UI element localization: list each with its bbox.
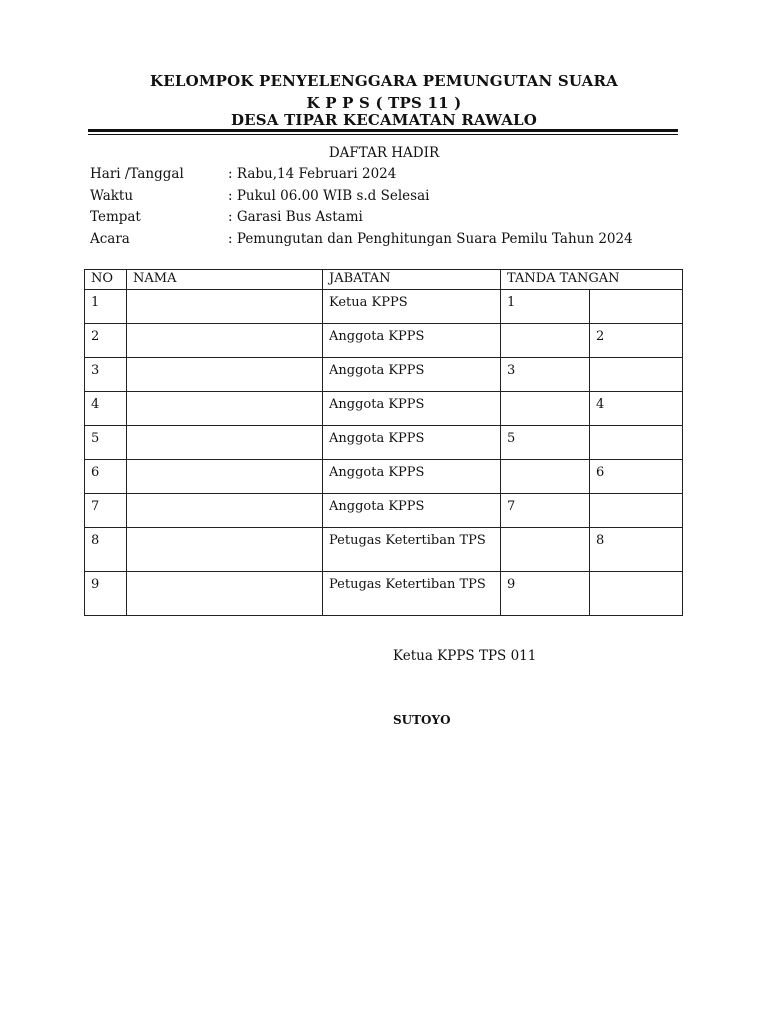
header-nama: NAMA xyxy=(127,270,323,290)
row-no: 3 xyxy=(85,358,127,392)
info-value-date: : Rabu,14 Februari 2024 xyxy=(228,166,397,182)
table-row xyxy=(85,290,683,324)
row-nama xyxy=(127,392,323,426)
row-nama xyxy=(127,494,323,528)
row-jabatan: Anggota KPPS xyxy=(323,426,501,460)
row-sign-left xyxy=(501,528,590,572)
row-sign-left xyxy=(501,460,590,494)
header-tanda-tangan: TANDA TANGAN xyxy=(501,270,683,290)
row-no: 5 xyxy=(85,426,127,460)
header-line-2: K P P S ( TPS 11 ) xyxy=(306,94,462,112)
info-value-time: : Pukul 06.00 WIB s.d Selesai xyxy=(228,188,430,204)
table-row xyxy=(85,494,683,528)
row-sign-left: 9 xyxy=(501,572,590,616)
row-jabatan: Ketua KPPS xyxy=(323,290,501,324)
row-nama xyxy=(127,358,323,392)
info-value-place: : Garasi Bus Astami xyxy=(228,209,363,225)
attendance-table xyxy=(84,269,683,616)
row-sign-left xyxy=(501,392,590,426)
row-jabatan: Anggota KPPS xyxy=(323,494,501,528)
header-rule-thin xyxy=(88,134,678,135)
table-row xyxy=(85,528,683,572)
row-jabatan: Anggota KPPS xyxy=(323,460,501,494)
row-nama xyxy=(127,324,323,358)
table-row xyxy=(85,392,683,426)
row-nama xyxy=(127,426,323,460)
row-sign-right xyxy=(590,572,683,616)
header-rule-thick xyxy=(88,129,678,132)
row-jabatan: Anggota KPPS xyxy=(323,358,501,392)
signature-name: SUTOYO xyxy=(393,713,451,727)
row-sign-right: 8 xyxy=(590,528,683,572)
row-sign-left: 5 xyxy=(501,426,590,460)
table-row xyxy=(85,460,683,494)
info-label-place: Tempat xyxy=(90,209,141,225)
info-label-event: Acara xyxy=(90,231,130,247)
row-sign-right xyxy=(590,358,683,392)
row-jabatan: Anggota KPPS xyxy=(323,392,501,426)
row-no: 2 xyxy=(85,324,127,358)
row-no: 9 xyxy=(85,572,127,616)
row-sign-right xyxy=(590,494,683,528)
row-no: 7 xyxy=(85,494,127,528)
table-row xyxy=(85,426,683,460)
info-label-date: Hari /Tanggal xyxy=(90,166,184,182)
row-jabatan: Petugas Ketertiban TPS xyxy=(323,572,501,616)
row-nama xyxy=(127,290,323,324)
info-label-time: Waktu xyxy=(90,188,134,204)
row-nama xyxy=(127,460,323,494)
header-no: NO xyxy=(85,270,127,290)
row-sign-left: 1 xyxy=(501,290,590,324)
header-line-3: DESA TIPAR KECAMATAN RAWALO xyxy=(230,111,538,129)
row-nama xyxy=(127,528,323,572)
header-line-1: KELOMPOK PENYELENGGARA PEMUNGUTAN SUARA xyxy=(149,72,619,90)
table-row xyxy=(85,572,683,616)
row-sign-right: 2 xyxy=(590,324,683,358)
row-sign-right xyxy=(590,426,683,460)
document-title: DAFTAR HADIR xyxy=(328,145,440,161)
row-sign-left xyxy=(501,324,590,358)
row-no: 8 xyxy=(85,528,127,572)
row-sign-left: 3 xyxy=(501,358,590,392)
row-no: 4 xyxy=(85,392,127,426)
table-row xyxy=(85,358,683,392)
row-jabatan: Anggota KPPS xyxy=(323,324,501,358)
row-sign-left: 7 xyxy=(501,494,590,528)
row-sign-right: 6 xyxy=(590,460,683,494)
header-jabatan: JABATAN xyxy=(323,270,501,290)
row-sign-right: 4 xyxy=(590,392,683,426)
row-jabatan: Petugas Ketertiban TPS xyxy=(323,528,501,572)
signature-title: Ketua KPPS TPS 011 xyxy=(393,648,537,664)
row-no: 1 xyxy=(85,290,127,324)
row-no: 6 xyxy=(85,460,127,494)
row-nama xyxy=(127,572,323,616)
table-row xyxy=(85,324,683,358)
table-header-row xyxy=(85,270,683,290)
info-value-event: : Pemungutan dan Penghitungan Suara Pemilu Tahun 2024 xyxy=(228,231,633,247)
row-sign-right xyxy=(590,290,683,324)
